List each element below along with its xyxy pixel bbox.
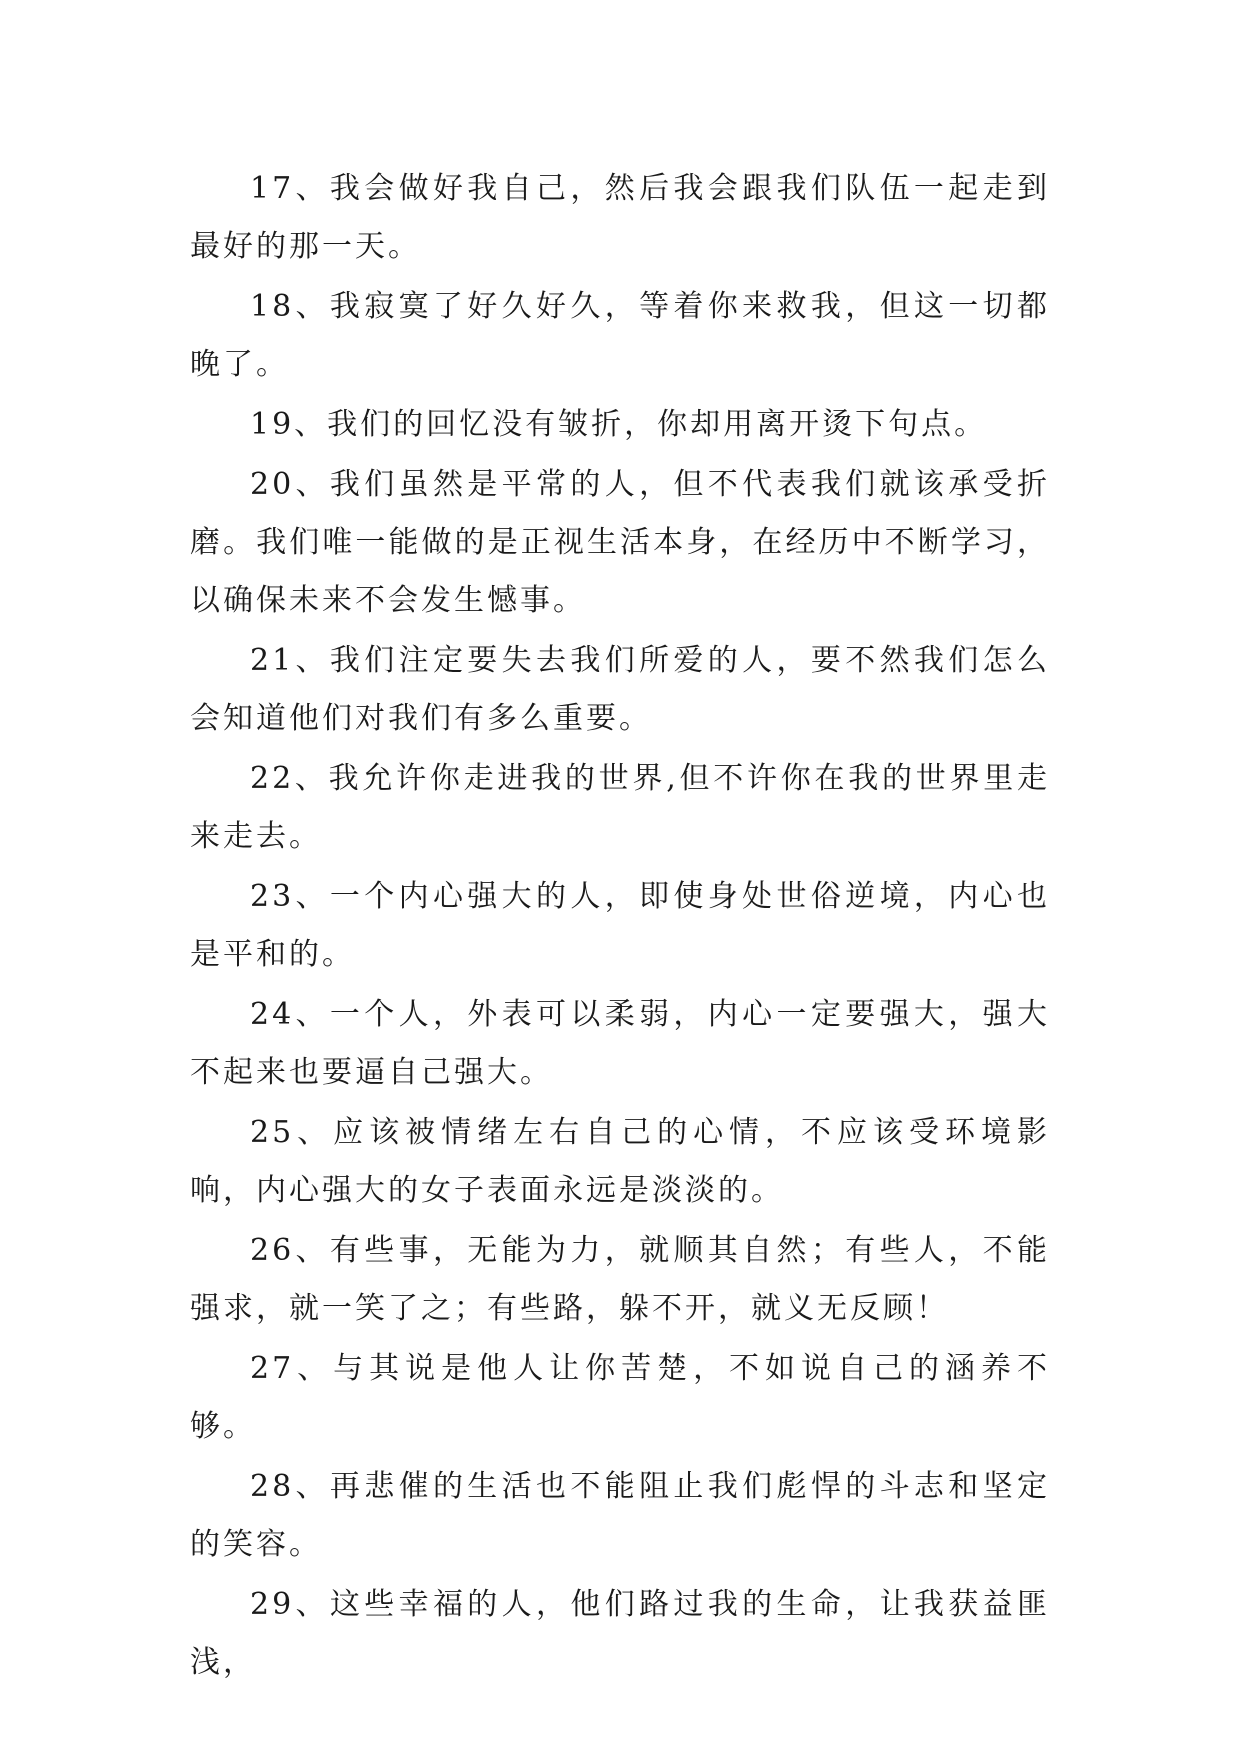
paragraph-25: 25、应该被情绪左右自己的心情，不应该受环境影响，内心强大的女子表面永远是淡淡的。	[190, 1115, 1050, 1208]
paragraph-19: 19、我们的回忆没有皱折，你却用离开烫下句点。	[250, 407, 988, 442]
paragraph-20: 20、我们虽然是平常的人，但不代表我们就该承受折磨。我们唯一能做的是正视生活本身，在经历中不断学习，以确保未来不会发生憾事。	[190, 467, 1050, 618]
paragraph-24: 24、一个人，外表可以柔弱，内心一定要强大，强大不起来也要逼自己强大。	[190, 997, 1050, 1090]
paragraph-21: 21、我们注定要失去我们所爱的人，要不然我们怎么会知道他们对我们有多么重要。	[190, 643, 1050, 736]
paragraph-23: 23、一个内心强大的人，即使身处世俗逆境，内心也是平和的。	[190, 879, 1050, 972]
paragraph-28: 28、再悲催的生活也不能阻止我们彪悍的斗志和坚定的笑容。	[190, 1469, 1050, 1562]
paragraph-17: 17、我会做好我自己，然后我会跟我们队伍一起走到最好的那一天。	[190, 171, 1050, 264]
paragraph-26: 26、有些事，无能为力，就顺其自然；有些人，不能强求，就一笑了之；有些路，躲不开，就义无反顾！	[190, 1233, 1050, 1326]
document-body	[190, 160, 1050, 1692]
paragraph-27: 27、与其说是他人让你苦楚，不如说自己的涵养不够。	[190, 1351, 1050, 1444]
paragraph-29: 29、这些幸福的人，他们路过我的生命，让我获益匪浅，	[190, 1587, 1050, 1680]
paragraph-22: 22、我允许你走进我的世界,但不许你在我的世界里走来走去。	[190, 761, 1050, 854]
paragraph-18: 18、我寂寞了好久好久，等着你来救我，但这一切都晚了。	[190, 289, 1050, 382]
